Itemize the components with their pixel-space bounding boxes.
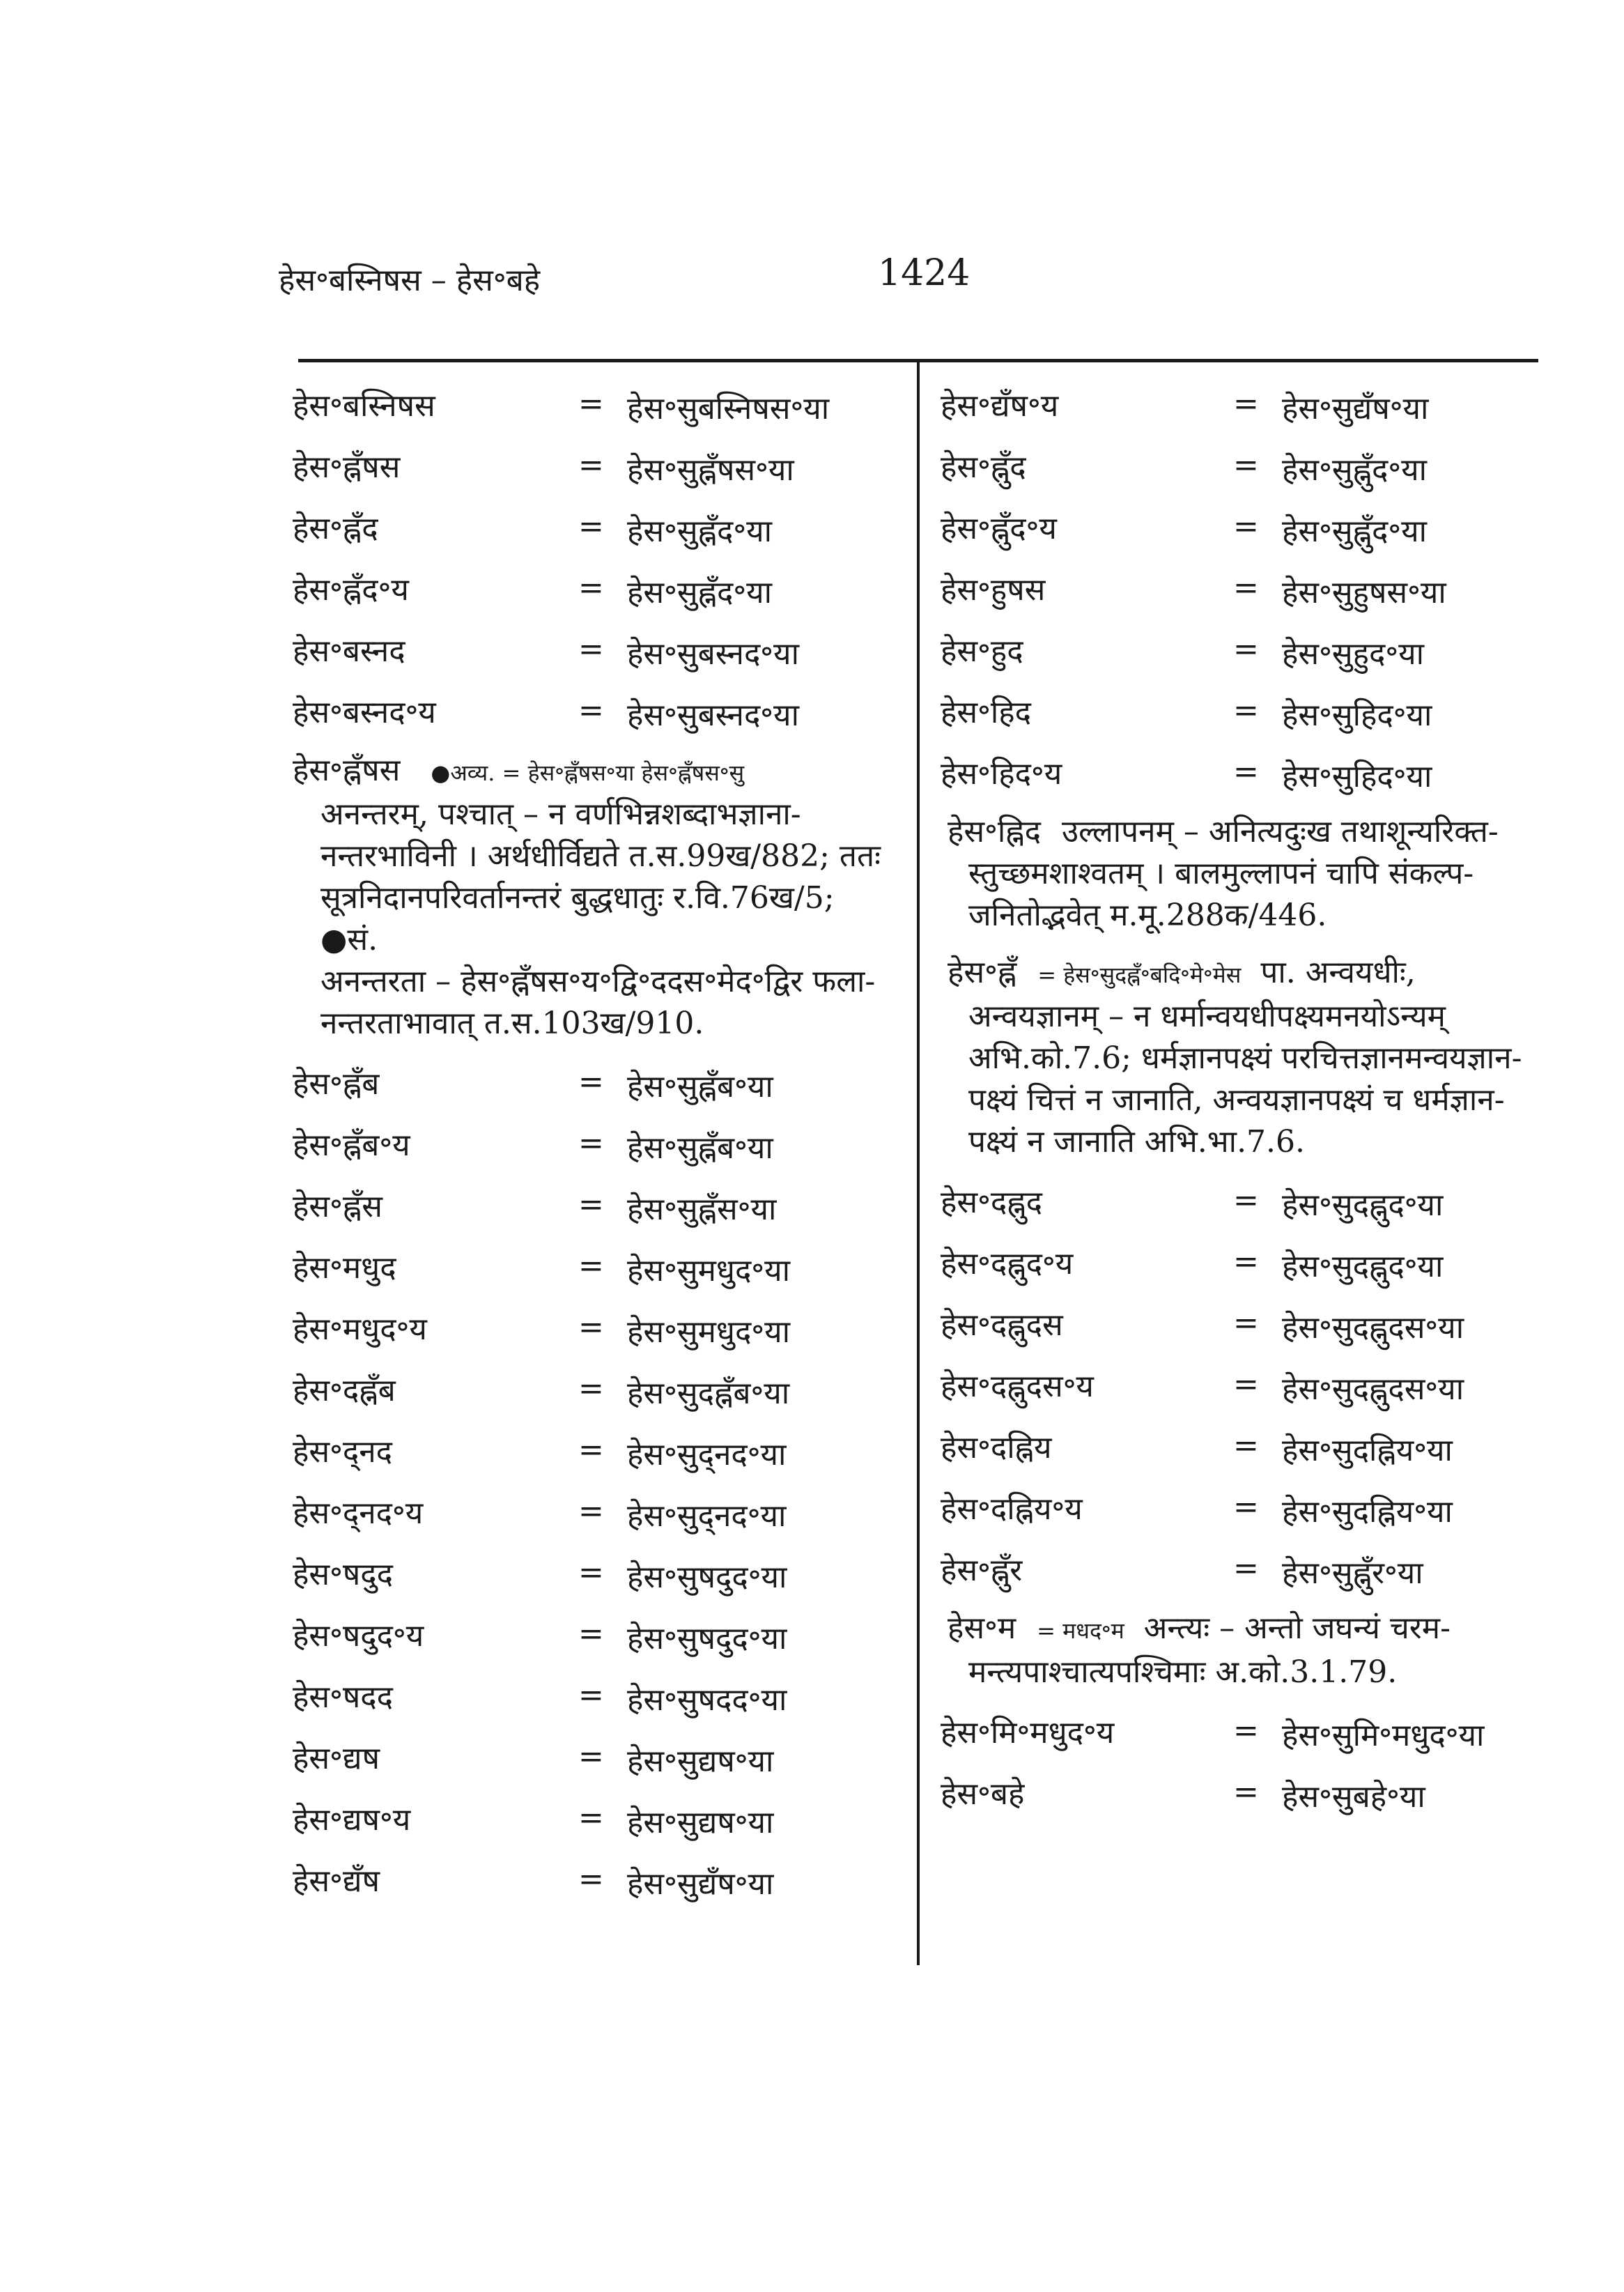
headword: हेस॰बहे [941,1776,1025,1812]
headword: हेस॰दह्नुद॰य [941,1246,1074,1282]
headword: हेस॰ह्नँब [293,1066,380,1102]
headword: हेस॰म [948,1610,1016,1646]
entry-text-line: उल्लापनम् – अनित्यदुःख तथाशून्यरिक्त- [1061,814,1499,849]
headword: हेस॰बस्नद॰य [293,695,436,730]
left-column [272,376,899,1913]
headword: हेस॰ह्नँषस [293,753,401,788]
definition: हेस॰सुमधुद॰या [627,1314,790,1350]
headword: हेस॰द्नद [293,1434,392,1470]
headword: हेस॰ह्नुँद॰य [941,511,1057,546]
equals-sign: = [1233,447,1259,483]
definition: हेस॰सुह्नँषस॰या [627,452,794,488]
entry-text-line: पक्ष्यं न जानाति अभि.भा.7.6. [968,1124,1306,1160]
headword: हेस॰बस्निषस [293,388,435,424]
grammar-tag: = मधद॰म [1037,1617,1124,1644]
equals-sign: = [578,631,604,667]
entry-text-line: पक्ष्यं चित्तं न जानाति, अन्वयज्ञानपक्ष्यं च धर्मज्ञान- [968,1082,1505,1118]
dictionary-entry [927,1357,1540,1418]
headword: हेस॰ह्नुँद [941,449,1026,485]
headword: हेस॰षदद [293,1679,394,1715]
equals-sign: = [578,1555,604,1590]
dictionary-entry [927,744,1540,806]
dictionary-entry [272,438,899,499]
dictionary-entry [927,499,1540,560]
column-divider [917,362,920,1965]
definition: हेस॰सुबस्नद॰या [627,636,799,672]
grammar-tag: ●अव्य. = हेस॰ह्नँषस॰या हेस॰ह्नँषस॰सु [431,760,745,786]
entry-text-line: अनन्तरम्, पश्चात् – न वर्णभिन्नशब्दाभज्ञाना- [320,797,801,832]
headword: हेस॰दह्निय [941,1430,1052,1466]
dictionary-entry [927,683,1540,744]
definition: हेस॰सुह्नँस॰या [627,1192,777,1227]
equals-sign: = [578,1125,604,1161]
equals-sign: = [578,1064,604,1100]
dictionary-entry [272,1852,899,1913]
headword: हेस॰मधुद॰य [293,1312,427,1347]
dictionary-entry [272,1054,899,1116]
definition: हेस॰सुदह्निय॰या [1282,1494,1453,1530]
dictionary-entry [272,1790,899,1852]
headword: हेस॰दह्निय॰य [941,1491,1083,1527]
headword: हेस॰ह्नुँर [941,1553,1023,1588]
equals-sign: = [1233,754,1259,790]
dictionary-entry [272,683,899,744]
definition: हेस॰सुद्यष॰या [627,1805,774,1840]
entry-list-left-top [272,376,899,744]
headword: हेस॰द्नद॰य [293,1495,424,1531]
definition: हेस॰सुद्नद॰या [627,1437,787,1472]
equals-sign: = [1233,1428,1259,1463]
definition: हेस॰सुह्नँब॰या [627,1069,773,1105]
headword: हेस॰हिद [941,695,1031,730]
definition: हेस॰सुषदद॰या [627,1682,787,1718]
equals-sign: = [1233,1244,1259,1279]
entry-text-line: नन्तरभाविनी । अर्थधीर्विद्यते त.स.99ख/882; ततः [320,838,881,874]
dictionary-entry [927,1418,1540,1479]
entry-text-line: अनन्तरता – हेस॰ह्नँषस॰य॰द्वि॰ददस॰मेद॰द्विर फला- [320,964,876,999]
dictionary-entry [927,1541,1540,1602]
definition: हेस॰सुदह्नुद॰या [1282,1249,1444,1284]
equals-sign: = [578,1739,604,1774]
entry-text-line: स्तुच्छमशाश्वतम् । बालमुल्लापनं चापि संकल्प- [968,856,1474,891]
equals-sign: = [1233,1183,1259,1218]
equals-sign: = [578,447,604,483]
dictionary-entry [927,1295,1540,1357]
dictionary-entry [272,1361,899,1422]
equals-sign: = [1233,1551,1259,1586]
paragraph-entry [927,806,1540,946]
entry-text-line: मन्त्यपाश्चात्यपश्चिमाः अ.को.3.1.79. [968,1654,1398,1690]
equals-sign: = [578,1187,604,1222]
dictionary-entry [927,1764,1540,1826]
definition: हेस॰सुबस्निषस॰या [627,391,830,426]
dictionary-entry [927,1234,1540,1295]
definition: हेस॰सुषदुद॰या [627,1560,787,1595]
entry-list-right-mid [927,1173,1540,1602]
entry-text-line: नन्तरताभावात् त.स.103ख/910. [320,1006,704,1041]
dictionary-entry [272,1729,899,1790]
definition: हेस॰सुह्नँद॰या [627,514,772,549]
headword: हेस॰द्यँष [293,1863,380,1899]
entry-list-left-bottom [272,1054,899,1913]
headword: हेस॰हुषस [941,572,1046,608]
dictionary-entry [272,499,899,560]
headword: हेस॰द्यँष॰य [941,388,1059,424]
equals-sign: = [578,693,604,728]
equals-sign: = [1233,386,1259,422]
entry-list-right-bottom [927,1703,1540,1826]
dictionary-entry [272,376,899,438]
equals-sign: = [1233,693,1259,728]
dictionary-entry [272,1238,899,1300]
headword: हेस॰ह्नँब॰य [293,1128,410,1163]
headword: हेस॰ह्नँ [948,955,1017,990]
dictionary-entry [927,438,1540,499]
headword: हेस॰ह्नँद [293,511,378,546]
equals-sign: = [578,1432,604,1468]
dictionary-entry [927,1479,1540,1541]
dictionary-entry [272,560,899,622]
equals-sign: = [1233,631,1259,667]
headword: हेस॰द्यष॰य [293,1802,411,1838]
headword: हेस॰षदुद [293,1557,394,1592]
headword: हेस॰दह्नुदस॰य [941,1369,1094,1404]
dictionary-entry [272,1422,899,1484]
headword: हेस॰ह्निद [948,814,1041,849]
equals-sign: = [578,1800,604,1836]
equals-sign: = [1233,1713,1259,1748]
entry-text-line: पा. अन्वयधीः, [1260,955,1416,990]
dictionary-entry [272,1545,899,1606]
definition: हेस॰सुह्नुँद॰या [1282,452,1427,488]
paragraph-entry [272,744,899,1054]
definition: हेस॰सुदह्नुदस॰या [1282,1310,1464,1346]
page-number: 1424 [878,252,970,294]
equals-sign: = [578,570,604,606]
entry-text-line: अन्वयज्ञानम् – न धर्मान्वयधीपक्ष्यमनयोऽन्यम् [968,999,1446,1034]
guide-words: हेस॰बस्निषस – हेस॰बहे [279,263,541,298]
headword: हेस॰हुद [941,633,1023,669]
entry-list-right-top [927,376,1540,806]
headword: हेस॰दह्नुद [941,1185,1042,1220]
definition: हेस॰सुदह्नँब॰या [627,1376,790,1411]
equals-sign: = [1233,1367,1259,1402]
equals-sign: = [1233,1774,1259,1810]
definition: हेस॰सुहुद॰या [1282,636,1424,672]
headword: हेस॰द्यष [293,1741,380,1776]
headword: हेस॰बस्नद [293,633,405,669]
equals-sign: = [578,509,604,544]
entry-text-line: जनितोद्भवेत् म.मू.288क/446. [968,898,1327,933]
headword: हेस॰दह्नुदस [941,1307,1063,1343]
definition: हेस॰सुद्यँष॰या [1282,391,1429,426]
paragraph-entry [927,1602,1540,1703]
headword: हेस॰ह्नँद॰य [293,572,409,608]
right-column [927,376,1540,1826]
equals-sign: = [1233,1489,1259,1525]
definition: हेस॰सुषदुद॰या [627,1621,787,1656]
definition: हेस॰सुह्नुँर॰या [1282,1555,1423,1591]
equals-sign: = [1233,509,1259,544]
headword: हेस॰ह्नँषस [293,449,401,485]
headword: हेस॰षदुद॰य [293,1618,424,1654]
definition: हेस॰सुहुषस॰या [1282,575,1446,610]
equals-sign: = [578,386,604,422]
headword: हेस॰मधुद [293,1250,396,1286]
dictionary-entry [927,1703,1540,1764]
headword: हेस॰ह्नँस [293,1189,382,1224]
definition: हेस॰सुद्यँष॰या [627,1866,774,1902]
equals-sign: = [578,1309,604,1345]
definition: हेस॰सुह्नुँद॰या [1282,514,1427,549]
dictionary-entry [272,1300,899,1361]
headword: हेस॰दह्नँब [293,1373,396,1408]
entry-text-line: सूत्रनिदानपरिवर्तानन्तरं बुद्धधातुः र.वि.76ख/5; ●सं. [320,880,835,957]
equals-sign: = [578,1677,604,1713]
definition: हेस॰सुह्नँद॰या [627,575,772,610]
equals-sign: = [578,1616,604,1652]
definition: हेस॰सुद्यष॰या [627,1744,774,1779]
definition: हेस॰सुमि॰मधुद॰या [1282,1718,1485,1753]
equals-sign: = [578,1371,604,1406]
headword: हेस॰हिद॰य [941,756,1062,792]
definition: हेस॰सुदह्निय॰या [1282,1433,1453,1468]
definition: हेस॰सुहिद॰या [1282,698,1432,733]
dictionary-entry [272,1484,899,1545]
paragraph-entry [927,946,1540,1173]
dictionary-entry [272,1116,899,1177]
equals-sign: = [1233,1305,1259,1341]
definition: हेस॰सुदह्नुद॰या [1282,1187,1444,1223]
entry-text-line: अन्त्यः – अन्तो जघन्यं चरम- [1143,1610,1451,1646]
dictionary-entry [927,622,1540,683]
entry-text-line: अभि.को.7.6; धर्मज्ञानपक्ष्यं परचित्तज्ञानमन्वयज्ञान- [968,1040,1522,1076]
definition: हेस॰सुबहे॰या [1282,1779,1425,1815]
definition: हेस॰सुहिद॰या [1282,759,1432,794]
definition: हेस॰सुमधुद॰या [627,1253,790,1289]
headword: हेस॰मि॰मधुद॰य [941,1715,1115,1751]
dictionary-entry [272,622,899,683]
grammar-tag: = हेस॰सुदह्नँ॰बदि॰मे॰मेस [1037,962,1242,988]
equals-sign: = [578,1861,604,1897]
dictionary-entry [927,376,1540,438]
equals-sign: = [578,1248,604,1284]
dictionary-entry [272,1177,899,1238]
dictionary-entry [272,1668,899,1729]
definition: हेस॰सुह्नँब॰या [627,1130,773,1166]
definition: हेस॰सुबस्नद॰या [627,698,799,733]
equals-sign: = [578,1493,604,1529]
dictionary-entry [272,1606,899,1668]
definition: हेस॰सुदह्नुदस॰या [1282,1371,1464,1407]
definition: हेस॰सुद्नद॰या [627,1498,787,1534]
dictionary-entry [927,560,1540,622]
dictionary-entry [927,1173,1540,1234]
equals-sign: = [1233,570,1259,606]
